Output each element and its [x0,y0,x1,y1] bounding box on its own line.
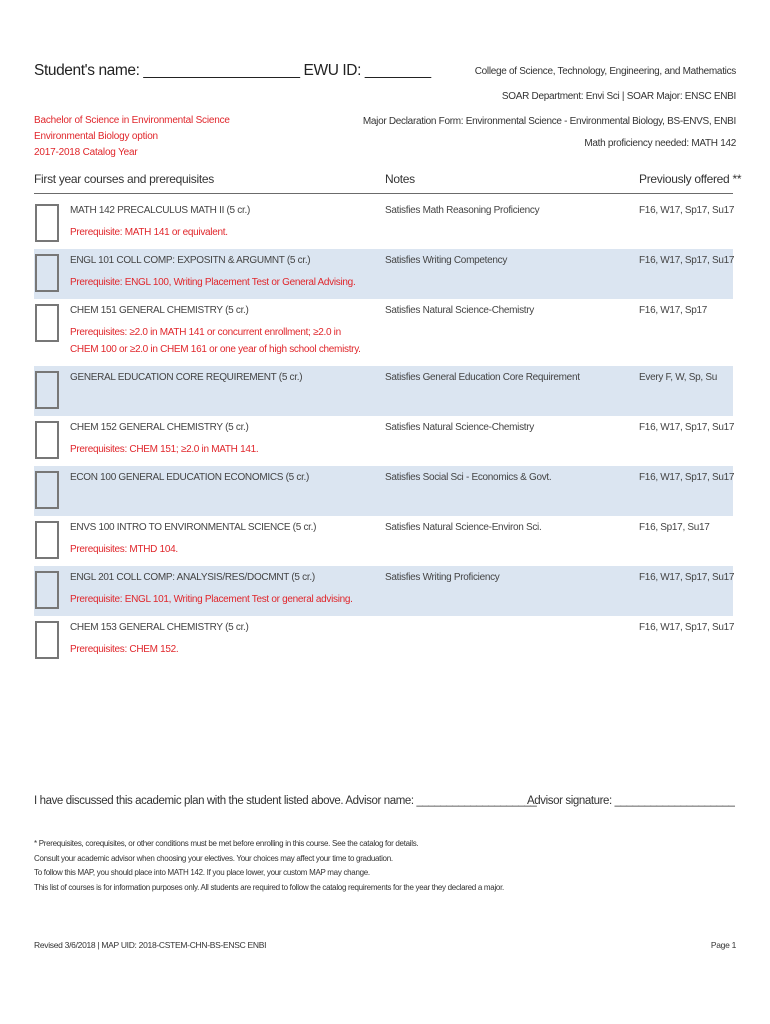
major-declaration: Major Declaration Form: Environmental Science - Environmental Biology, BS-ENVS, ENBI [362,116,736,127]
course-offered: F16, W17, Sp17 [639,305,708,316]
college-name: College of Science, Technology, Engineering, and Mathematics [474,66,736,77]
course-title: ECON 100 GENERAL EDUCATION ECONOMICS (5 cr.) [70,472,310,483]
column-header-courses: First year courses and prerequisites [34,172,214,186]
catalog-year: 2017-2018 Catalog Year [34,147,138,158]
course-note: Satisfies Math Reasoning Proficiency [385,205,540,216]
course-title: CHEM 151 GENERAL CHEMISTRY (5 cr.) [70,305,249,316]
course-offered: F16, W17, Sp17, Su17 [639,205,735,216]
course-title: ENGL 101 COLL COMP: EXPOSITN & ARGUMNT (5 cr.) [70,255,311,266]
footnote-math-placement: To follow this MAP, you should place into MATH 142. If you place lower, your custom MAP may change. [34,868,370,877]
course-prerequisite: Prerequisite: MATH 141 or equivalent. [70,227,228,238]
course-checkbox[interactable] [35,304,59,342]
footnote-electives: Consult your academic advisor when choosing your electives. Your choices may affect your time to graduation. [34,854,393,863]
course-checkbox[interactable] [35,621,59,659]
course-title: MATH 142 PRECALCULUS MATH II (5 cr.) [70,205,250,216]
program-option: Environmental Biology option [34,131,158,142]
course-checkbox[interactable] [35,204,59,242]
course-row [34,249,733,299]
course-offered: F16, W17, Sp17, Su17 [639,472,735,483]
advisor-name-line[interactable]: I have discussed this academic plan with the student listed above. Advisor name: ____________________ [34,795,537,807]
course-title: CHEM 152 GENERAL CHEMISTRY (5 cr.) [70,422,249,433]
revision-info: Revised 3/6/2018 | MAP UID: 2018-CSTEM-CHN-BS-ENSC ENBI [34,940,267,950]
course-offered: F16, W17, Sp17, Su17 [639,622,735,633]
math-proficiency: Math proficiency needed: MATH 142 [584,138,736,149]
course-checkbox[interactable] [35,571,59,609]
course-offered: F16, Sp17, Su17 [639,522,710,533]
course-row [34,366,733,416]
course-row [34,616,733,666]
program-degree: Bachelor of Science in Environmental Science [34,115,230,126]
page-number: Page 1 [710,940,736,950]
course-title: ENVS 100 INTRO TO ENVIRONMENTAL SCIENCE (5 cr.) [70,522,317,533]
course-note: Satisfies Social Sci - Economics & Govt. [385,472,552,483]
course-checkbox[interactable] [35,371,59,409]
course-note: Satisfies Writing Competency [385,255,508,266]
advisor-signature-line[interactable]: Advisor signature: ____________________ [527,795,735,807]
course-offered: Every F, W, Sp, Su [639,372,717,383]
course-note: Satisfies Natural Science-Chemistry [385,305,534,316]
course-row [34,516,733,566]
course-checkbox[interactable] [35,254,59,292]
soar-info: SOAR Department: Envi Sci | SOAR Major: ENSC ENBI [501,91,736,102]
footnote-information: This list of courses is for information purposes only. All students are required to follow the catalog requirements for the year they declared a major. [34,883,504,892]
course-title: ENGL 201 COLL COMP: ANALYSIS/RES/DOCMNT (5 cr.) [70,572,315,583]
course-note: Satisfies Writing Proficiency [385,572,500,583]
footnote-prerequisites: * Prerequisites, corequisites, or other conditions must be met before enrolling in this course. See the catalog for details. [34,839,419,848]
course-title: CHEM 153 GENERAL CHEMISTRY (5 cr.) [70,622,249,633]
course-row [34,566,733,616]
course-offered: F16, W17, Sp17, Su17 [639,572,735,583]
course-prerequisite: Prerequisites: CHEM 152. [70,644,179,655]
column-header-notes: Notes [385,172,415,186]
course-note: Satisfies General Education Core Requirement [385,372,580,383]
course-offered: F16, W17, Sp17, Su17 [639,255,735,266]
course-prerequisite: Prerequisite: ENGL 101, Writing Placement Test or general advising. [70,594,353,605]
header-divider [34,193,733,194]
column-header-offered: Previously offered ** [639,172,742,186]
course-prerequisite: Prerequisite: ENGL 100, Writing Placement Test or General Advising. [70,277,356,288]
course-checkbox[interactable] [35,521,59,559]
course-checkbox[interactable] [35,421,59,459]
course-note: Satisfies Natural Science-Chemistry [385,422,534,433]
course-offered: F16, W17, Sp17, Su17 [639,422,735,433]
course-note: Satisfies Natural Science-Environ Sci. [385,522,542,533]
course-title: GENERAL EDUCATION CORE REQUIREMENT (5 cr.) [70,372,303,383]
course-prerequisite: Prerequisites: MTHD 104. [70,544,178,555]
course-row [34,416,733,466]
course-prerequisite: Prerequisites: ≥2.0 in MATH 141 or concurrent enrollment; ≥2.0 in CHEM 100 or ≥2.0 in CHEM 161 or one year of high school chemistry. [70,327,361,355]
course-row [34,466,733,516]
course-checkbox[interactable] [35,471,59,509]
student-name-line: Student's name: ___________________ EWU ID: ________ [34,62,431,79]
course-prerequisite: Prerequisites: CHEM 151; ≥2.0 in MATH 141. [70,444,259,455]
course-row [34,299,733,366]
course-row [34,199,733,249]
